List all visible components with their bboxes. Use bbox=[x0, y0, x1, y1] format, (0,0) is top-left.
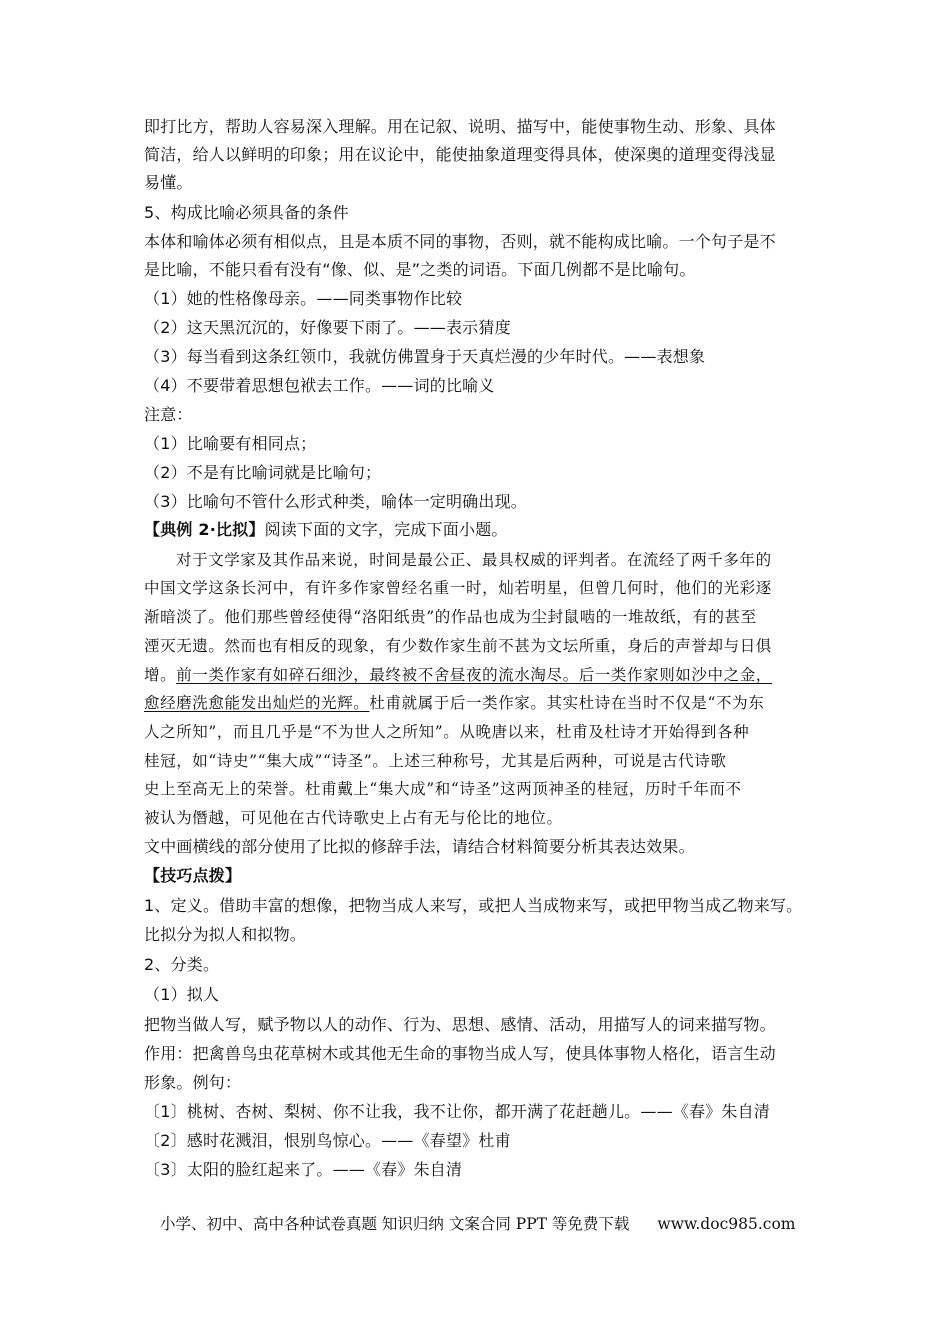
paragraph-line: 形象。例句： bbox=[144, 1073, 242, 1092]
example-item: 〔2〕感时花溅泪，恨别鸟惊心。——《春望》杜甫 bbox=[144, 1131, 511, 1150]
paragraph-line: 1、定义。借助丰富的想像，把物当成人来写，或把人当成物来写，或把甲物当成乙物来写。 bbox=[144, 896, 803, 915]
passage-line: 被认为僭越，可见他在古代诗歌史上占有无与伦比的地位。 bbox=[144, 809, 563, 827]
example-item: 〔1〕桃树、杏树、梨树、你不让我，我不让你，都开满了花赶趟儿。——《春》朱自清 bbox=[144, 1102, 770, 1121]
passage-line: 人之所知”，而且几乎是“不为世人之所知”。从晚唐以来，杜甫及杜诗才开始得到各种 bbox=[144, 723, 750, 741]
passage-line: 对于文学家及其作品来说，时间是最公正、最具权威的评判者。在流经了两千多年的 bbox=[176, 551, 772, 569]
example-2-header bbox=[144, 520, 508, 540]
note-item: （2）不是有比喻词就是比喻句； bbox=[144, 463, 382, 482]
tips-title: 【技巧点拨】 bbox=[144, 866, 242, 885]
passage-line: 史上至高无上的荣誉。杜甫戴上“集大成”和“诗圣”这两顶神圣的桂冠，历时千年而不 bbox=[144, 780, 742, 798]
question-text: 文中画横线的部分使用了比拟的修辞手法，请结合材料简要分析其表达效果。 bbox=[144, 837, 695, 856]
section-heading: 2、分类。 bbox=[144, 955, 220, 974]
footer-url-link[interactable]: www.doc985.com bbox=[657, 1215, 796, 1233]
passage-line: 桂冠，如“诗史”“集大成”“诗圣”。上述三种称号，尤其是后两种，可说是古代诗歌 bbox=[144, 752, 727, 770]
passage-line: 中国文学这条长河中，有许多作家曾经名重一时，灿若明星，但曾几何时，他们的光彩逐 bbox=[144, 579, 772, 597]
footer-text: 小学、初中、高中各种试卷真题 知识归纳 文案合同 PPT 等免费下载 bbox=[160, 1215, 630, 1233]
passage-text: 杜甫就属于后一类作家。其实杜诗在当时不仅是“不为东 bbox=[369, 694, 765, 712]
note-item: （3）比喻句不管什么形式种类，喻体一定明确出现。 bbox=[144, 492, 527, 511]
passage-line bbox=[144, 665, 772, 685]
example-2-instruction: 阅读下面的文字，完成下面小题。 bbox=[264, 520, 508, 539]
page-footer bbox=[160, 1214, 795, 1234]
underlined-passage: 前一类作家有如碎石细沙，最终被不舍昼夜的流水淘尽。后一类作家则如沙中之金， bbox=[176, 666, 772, 684]
paragraph-line: 易懂。 bbox=[144, 173, 193, 192]
paragraph-line: 作用：把禽兽鸟虫花草树木或其他无生命的事物当成人写，使具体事物人格化，语言生动 bbox=[144, 1044, 776, 1063]
underlined-passage: 愈经磨洗愈能发出灿烂的光辉。 bbox=[144, 694, 370, 712]
example-2-title: 【典例 2·比拟】 bbox=[144, 520, 265, 539]
example-item: 〔3〕太阳的脸红起来了。——《春》朱自清 bbox=[144, 1160, 463, 1179]
example-item: （1）她的性格像母亲。——同类事物作比较 bbox=[144, 289, 463, 308]
paragraph-line: 本体和喻体必须有相似点，且是本质不同的事物，否则，就不能构成比喻。一个句子是不 bbox=[144, 232, 776, 251]
passage-text: 增。 bbox=[144, 666, 177, 684]
paragraph-line: 简洁，给人以鲜明的印象；用在议论中，能使抽象道理变得具体，使深奥的道理变得浅显 bbox=[144, 145, 776, 164]
paragraph-line: 是比喻，不能只看有没有“像、似、是”之类的词语。下面几例都不是比喻句。 bbox=[144, 260, 696, 279]
paragraph-line: 比拟分为拟人和拟物。 bbox=[144, 925, 307, 944]
passage-line: 渐暗淡了。他们那些曾经使得“洛阳纸贵”的作品也成为尘封鼠啮的一堆故纸，有的甚至 bbox=[144, 608, 757, 626]
notes-label: 注意： bbox=[144, 405, 193, 424]
example-item: （2）这天黑沉沉的，好像要下雨了。——表示猜度 bbox=[144, 318, 511, 337]
section-heading: 5、构成比喻必须具备的条件 bbox=[144, 203, 349, 222]
example-item: （3）每当看到这条红领巾，我就仿佛置身于天真烂漫的少年时代。——表想象 bbox=[144, 347, 706, 366]
passage-line bbox=[144, 693, 764, 713]
paragraph-line: 把物当做人写，赋予物以人的动作、行为、思想、感情、活动，用描写人的词来描写物。 bbox=[144, 1015, 776, 1034]
subsection-heading: （1）拟人 bbox=[144, 985, 220, 1004]
paragraph-line: 即打比方，帮助人容易深入理解。用在记叙、说明、描写中，能使事物生动、形象、具体 bbox=[144, 117, 776, 136]
note-item: （1）比喻要有相同点； bbox=[144, 434, 317, 453]
example-item: （4）不要带着思想包袱去工作。——词的比喻义 bbox=[144, 376, 495, 395]
passage-line: 湮灭无遗。然而也有相反的现象，有少数作家生前不甚为文坛所重，身后的声誉却与日俱 bbox=[144, 637, 772, 655]
